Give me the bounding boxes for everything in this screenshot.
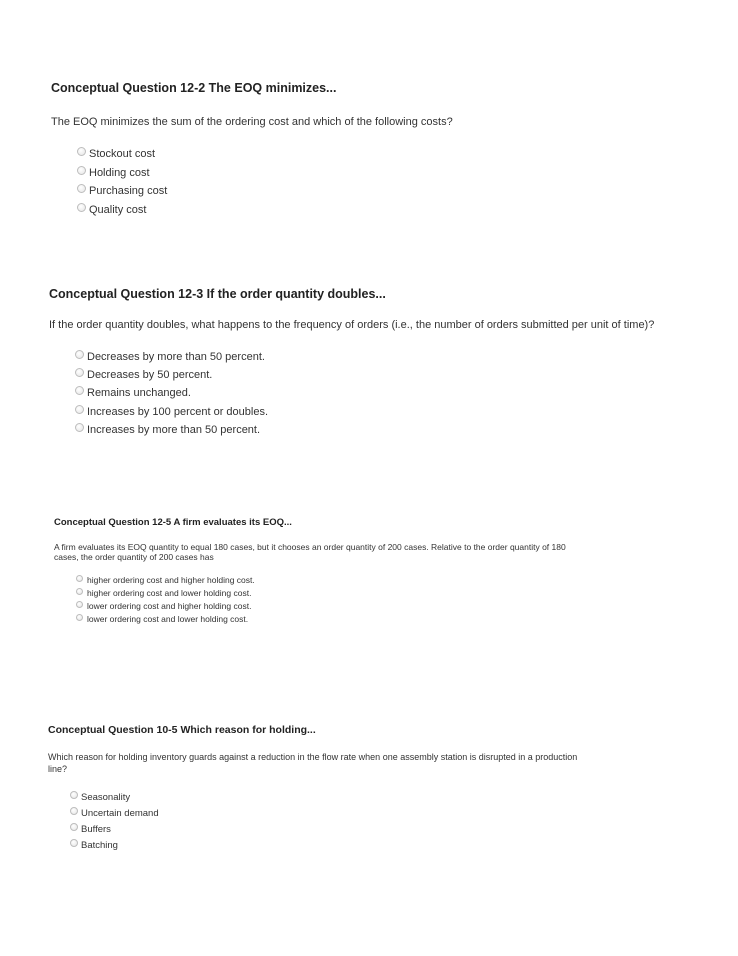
radio-button-icon[interactable] bbox=[70, 807, 78, 815]
answer-option[interactable] bbox=[77, 182, 691, 201]
question-text: The EOQ minimizes the sum of the ordering cost and which of the following costs? bbox=[51, 116, 453, 128]
radio-button-icon[interactable] bbox=[77, 203, 86, 212]
radio-button-icon[interactable] bbox=[77, 147, 86, 156]
answer-option[interactable] bbox=[77, 164, 691, 183]
answer-option[interactable] bbox=[75, 403, 689, 421]
answer-option[interactable] bbox=[75, 366, 689, 384]
answer-option[interactable] bbox=[75, 384, 689, 402]
answer-options bbox=[76, 573, 614, 625]
answer-option[interactable] bbox=[70, 789, 608, 805]
answer-options bbox=[77, 145, 691, 219]
option-label[interactable]: lower ordering cost and higher holding cost. bbox=[87, 600, 252, 611]
radio-button-icon[interactable] bbox=[77, 166, 86, 175]
question-12-3 bbox=[49, 286, 689, 439]
radio-button-icon[interactable] bbox=[75, 350, 84, 359]
option-label[interactable]: Buffers bbox=[81, 823, 111, 835]
radio-button-icon[interactable] bbox=[76, 575, 83, 582]
option-label[interactable]: Batching bbox=[81, 839, 118, 851]
radio-button-icon[interactable] bbox=[75, 405, 84, 414]
option-label[interactable]: Stockout cost bbox=[89, 148, 156, 161]
option-label[interactable]: Seasonality bbox=[81, 791, 131, 803]
radio-button-icon[interactable] bbox=[75, 368, 84, 377]
question-title: Conceptual Question 12-5 A firm evaluates its EOQ... bbox=[54, 517, 292, 528]
radio-button-icon[interactable] bbox=[75, 423, 84, 432]
option-label[interactable]: Purchasing cost bbox=[89, 185, 168, 198]
answer-option[interactable] bbox=[75, 421, 689, 439]
question-text: If the order quantity doubles, what happens to the frequency of orders (i.e., the number of orders submitted per unit of time)? bbox=[49, 319, 655, 331]
option-label[interactable]: higher ordering cost and lower holding cost. bbox=[87, 587, 252, 598]
answer-option[interactable] bbox=[77, 201, 691, 220]
option-label[interactable]: higher ordering cost and higher holding cost. bbox=[87, 574, 255, 585]
option-label[interactable]: Decreases by more than 50 percent. bbox=[87, 351, 265, 364]
answer-option[interactable] bbox=[76, 586, 614, 599]
option-label[interactable]: Increases by 100 percent or doubles. bbox=[87, 405, 269, 418]
question-12-5 bbox=[54, 517, 614, 625]
question-text: A firm evaluates its EOQ quantity to equal 180 cases, but it chooses an order quantity of 200 cases. Relative to the order quantity of 180 cases, the order quantity of 200 cases has bbox=[54, 542, 566, 562]
answer-option[interactable] bbox=[70, 805, 608, 821]
radio-button-icon[interactable] bbox=[70, 791, 78, 799]
question-10-5 bbox=[48, 723, 608, 853]
radio-button-icon[interactable] bbox=[76, 601, 83, 608]
answer-option[interactable] bbox=[76, 612, 614, 625]
option-label[interactable]: Quality cost bbox=[89, 203, 147, 216]
answer-option[interactable] bbox=[76, 599, 614, 612]
answer-option[interactable] bbox=[77, 145, 691, 164]
answer-option[interactable] bbox=[70, 837, 608, 853]
radio-button-icon[interactable] bbox=[70, 823, 78, 831]
radio-button-icon[interactable] bbox=[75, 386, 84, 395]
radio-button-icon[interactable] bbox=[76, 588, 83, 595]
option-label[interactable]: Increases by more than 50 percent. bbox=[87, 423, 261, 436]
answer-options bbox=[70, 789, 608, 853]
option-label[interactable]: Uncertain demand bbox=[81, 807, 159, 819]
question-title: Conceptual Question 12-3 If the order quantity doubles... bbox=[49, 287, 386, 301]
question-12-2 bbox=[51, 80, 691, 219]
answer-option[interactable] bbox=[76, 573, 614, 586]
answer-option[interactable] bbox=[75, 348, 689, 366]
radio-button-icon[interactable] bbox=[70, 839, 78, 847]
option-label[interactable]: Decreases by 50 percent. bbox=[87, 369, 213, 382]
question-title: Conceptual Question 12-2 The EOQ minimizes... bbox=[51, 81, 337, 95]
answer-option[interactable] bbox=[70, 821, 608, 837]
option-label[interactable]: Remains unchanged. bbox=[87, 387, 191, 400]
radio-button-icon[interactable] bbox=[76, 614, 83, 621]
option-label[interactable]: lower ordering cost and lower holding cost. bbox=[87, 613, 249, 624]
question-text: Which reason for holding inventory guards against a reduction in the flow rate when one assembly station is disrupted in a production line? bbox=[48, 752, 578, 774]
radio-button-icon[interactable] bbox=[77, 184, 86, 193]
option-label[interactable]: Holding cost bbox=[89, 166, 150, 179]
answer-options bbox=[75, 348, 689, 439]
question-title: Conceptual Question 10-5 Which reason for holding... bbox=[48, 724, 316, 736]
